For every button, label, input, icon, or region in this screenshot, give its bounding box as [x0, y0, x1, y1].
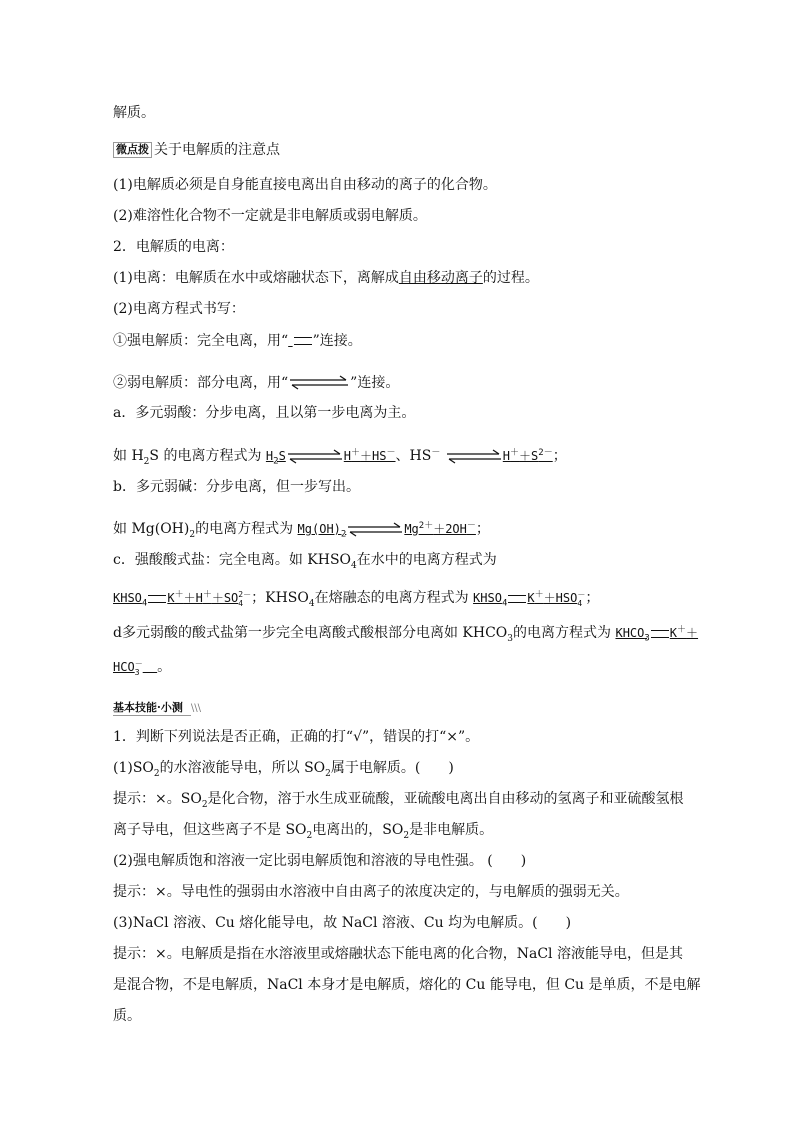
subscript: 4 [238, 598, 244, 608]
text: S 的电离方程式为 [149, 448, 262, 464]
text: HCO [113, 660, 135, 674]
text: 是化合物，溶于水生成亚硫酸，亚硫酸电离出自由移动的氢离子和亚硫酸氢根 [207, 791, 684, 807]
text: ＋SO [211, 591, 239, 605]
text: 提示：×。SO [113, 791, 202, 807]
double-equal-icon [148, 595, 166, 603]
equation-khso4-water [113, 589, 252, 609]
text: ＋2OH [433, 522, 467, 536]
reversible-arrow-icon [445, 449, 503, 465]
text-line [113, 175, 497, 195]
text: S [278, 449, 286, 463]
text: 的电离方程式为 [195, 521, 294, 537]
text: H [502, 449, 511, 463]
superscript: － [577, 589, 586, 599]
superscript: ＋ [351, 448, 361, 458]
equation-line [113, 446, 567, 466]
text: 属于电解质。( ) [330, 760, 454, 776]
text: 电离出的，SO [312, 822, 404, 838]
text: Mg [404, 522, 419, 536]
text: a．多元弱酸：分步电离，且以第一步电离为主。 [113, 405, 416, 421]
text: ； [475, 521, 490, 537]
slash-decoration-icon: \\\ [190, 703, 201, 714]
subscript: 2 [273, 456, 279, 467]
text: ＋HS [360, 449, 387, 463]
subscript: 3 [134, 667, 140, 677]
subscript: 4 [351, 560, 357, 571]
tip-badge: 微点拨 [113, 142, 152, 158]
hint-line [113, 789, 684, 809]
text: K [167, 591, 175, 605]
text: (2)强电解质饱和溶液一定比弱电解质饱和溶液的导电性强。 ( ) [113, 853, 527, 869]
equal-sign-blank [288, 333, 312, 349]
text: 提示：×。电解质是指在水溶液里或熔融状态下能电离的化合物，NaCl 溶液能导电，但是其 [113, 946, 683, 962]
tip-title: 关于电解质的注意点 [154, 142, 280, 158]
double-equal-icon [294, 337, 312, 345]
text: KHCO [615, 626, 645, 640]
text: ②弱电解质：部分电离，用“ [113, 375, 289, 391]
text: 离子导电，但这些离子不是 SO [113, 822, 307, 838]
equation-hs [445, 449, 553, 463]
text-line [113, 373, 399, 393]
text: 在熔融态的电离方程式为 [314, 590, 469, 606]
text: ； [585, 590, 600, 606]
subscript: 4 [501, 598, 508, 609]
text: (2)电离方程式书写： [113, 301, 245, 317]
text: (1)SO [113, 760, 154, 776]
tip-heading [113, 140, 280, 160]
text-line [113, 299, 245, 319]
equation-line [113, 588, 599, 608]
text: c．强酸酸式盐：完全电离。如 KHSO [113, 552, 352, 568]
text: Mg(OH) [297, 522, 341, 536]
hint-line [113, 944, 683, 964]
superscript: － [386, 448, 396, 458]
text-line [113, 403, 415, 423]
superscript: ＋ [202, 590, 212, 600]
equation-h2s [265, 448, 396, 467]
section-label: 基本技能·小测 [113, 701, 191, 716]
text-line [113, 206, 427, 226]
subscript: 2 [189, 529, 196, 540]
double-equal-icon [651, 630, 669, 638]
text: 解质。 [113, 105, 155, 121]
text: 的过程。 [482, 270, 539, 286]
equation-khso4-molten [473, 589, 586, 609]
text: 提示：×。导电性的强弱由水溶液中自由离子的浓度决定的，与电解质的强弱无关。 [113, 884, 629, 900]
reversible-arrow-icon [346, 522, 404, 538]
reversible-arrow-blank [288, 375, 350, 391]
text: 质。 [113, 1008, 141, 1024]
underlined-answer: 自由移动离子 [398, 270, 483, 286]
text: KHSO [113, 591, 142, 605]
text: ＋H [183, 591, 203, 605]
superscript: ＋ [510, 448, 520, 458]
superscript: ＋ [534, 590, 544, 600]
text: H [343, 449, 352, 463]
subscript: 3 [644, 633, 650, 644]
question-line [113, 851, 526, 871]
equation-line [113, 519, 490, 539]
subscript: 2 [403, 830, 410, 841]
section-heading [113, 697, 201, 719]
text: 的电离方程式为 [513, 625, 612, 641]
text-line [113, 237, 234, 257]
text: KHSO [473, 591, 502, 605]
text: 如 H [113, 448, 144, 464]
subscript: 4 [308, 598, 315, 609]
text: ＋ [686, 626, 699, 640]
text: 是非电解质。 [409, 822, 494, 838]
text: (1)电离：电解质在水中或熔融状态下，离解成 [113, 270, 399, 286]
text-line [113, 103, 155, 123]
subscript: 4 [141, 598, 148, 609]
text-line [113, 268, 539, 288]
superscript: ＋ [174, 590, 184, 600]
text: 在水中的电离方程式为 [356, 552, 497, 568]
reversible-arrow-icon [288, 375, 350, 391]
text-line [113, 331, 362, 351]
superscript: 2＋ [418, 521, 434, 531]
text: 是混合物，不是电解质，NaCl 本身才是电解质，熔化的 Cu 能导电，但 Cu 是单质，不是电解 [113, 977, 701, 993]
text: 。 [157, 659, 172, 675]
text-line [113, 727, 479, 747]
double-equal-icon [508, 595, 526, 603]
text: K [527, 591, 535, 605]
text: 、HS [395, 448, 432, 464]
hint-line [113, 882, 629, 902]
subscript: 2 [153, 768, 160, 779]
equation-mgoh2 [297, 521, 476, 540]
hint-line [113, 1006, 141, 1026]
question-line [113, 758, 454, 778]
text: 的水溶液能导电，所以 SO [159, 760, 326, 776]
text: 2．电解质的电离： [113, 239, 234, 255]
text: (1)电解质必须是自身能直接电离出自由移动的离子的化合物。 [113, 177, 497, 193]
subscript: 3 [507, 633, 514, 644]
text-line [113, 477, 360, 497]
subscript: 2 [143, 456, 150, 467]
subscript: 2 [201, 799, 208, 810]
text: ”连接。 [312, 333, 362, 349]
hint-line [113, 975, 701, 995]
superscript: － [431, 447, 441, 458]
superscript: 2－ [538, 448, 553, 458]
superscript: ＋ [677, 625, 687, 635]
subscript: 2 [340, 529, 347, 540]
text: ＋S [519, 449, 539, 463]
text: ； [552, 448, 567, 464]
equation-hco3 [113, 658, 157, 677]
subscript: 2 [306, 830, 313, 841]
superscript: － [466, 521, 476, 531]
text: b．多元弱碱：分步电离，但一步写出。 [113, 479, 360, 495]
equation-line [113, 657, 171, 677]
superscript: 2－ [238, 589, 252, 599]
superscript: － [134, 658, 143, 668]
question-line [113, 913, 571, 933]
subscript: 2 [325, 768, 331, 779]
reversible-arrow-icon [286, 449, 344, 465]
text: (3)NaCl 溶液、Cu 熔化能导电，故 NaCl 溶液、Cu 均为电解质。( ) [113, 915, 572, 931]
text: ；KHSO [251, 590, 309, 606]
text: H [265, 449, 274, 463]
text: (2)难溶性化合物不一定就是非电解质或弱电解质。 [113, 208, 427, 224]
subscript: 4 [577, 598, 583, 608]
text: ①强电解质：完全电离，用“ [113, 333, 289, 349]
hint-line [113, 820, 493, 840]
text: K [669, 626, 678, 640]
text: 如 Mg(OH) [113, 521, 190, 537]
text: ”连接。 [350, 375, 400, 391]
text: d多元弱酸的酸式盐第一步完全电离酸式酸根部分电离如 KHCO [113, 625, 508, 641]
text: 1．判断下列说法是否正确，正确的打“√”，错误的打“×”。 [113, 729, 480, 745]
equation-line [113, 623, 698, 643]
equation-khco3 [615, 625, 699, 644]
text-line [113, 550, 497, 570]
text: ＋HSO [543, 591, 578, 605]
